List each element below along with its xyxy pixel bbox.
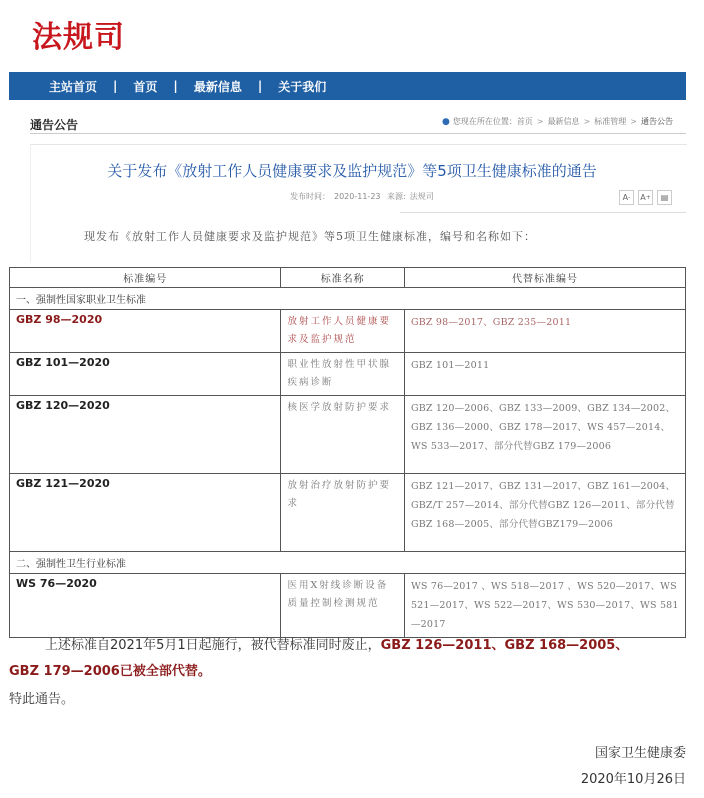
standard-name: 放射工作人员健康要求及监护规范	[281, 310, 404, 353]
fully-replaced-standards: GBZ 126—2011、GBZ 168—2005、	[380, 638, 629, 653]
effective-date-paragraph	[45, 634, 628, 653]
standard-code: WS 76—2020	[10, 574, 281, 638]
site-logo[interactable]: 法规司	[32, 20, 125, 55]
standard-code: GBZ 98—2020	[10, 310, 281, 353]
fully-replaced-continued: GBZ 179—2006已被全部代替。	[9, 664, 211, 679]
source-label: 来源:	[387, 192, 406, 201]
standard-name: 职业性放射性甲状腺疾病诊断	[281, 353, 404, 396]
table-row	[10, 474, 686, 552]
source-value: 法规司	[409, 192, 434, 201]
article-tools	[619, 190, 672, 205]
publish-date: 2020-11-23	[334, 192, 381, 201]
nav-separator: |	[113, 79, 118, 93]
category-label: 一、强制性国家职业卫生标准	[10, 288, 686, 310]
standard-name: 医用X射线诊断设备质量控制检测规范	[281, 574, 404, 638]
table-header-row	[10, 268, 686, 288]
replaced-standards: WS 76—2017 、WS 518—2017 、WS 520—2017、WS 521—2017、WS 522—2017、WS 530—2017、WS 581—2017	[404, 574, 685, 638]
breadcrumb-item-home[interactable]: 首页	[516, 117, 533, 126]
print-icon[interactable]: ▤	[657, 190, 672, 205]
column-header-name: 标准名称	[281, 268, 404, 288]
table-row	[10, 310, 686, 353]
table-row	[10, 396, 686, 474]
category-label: 二、强制性卫生行业标准	[10, 552, 686, 574]
replaced-standards: GBZ 120—2006、GBZ 133—2009、GBZ 134—2002、GBZ 136—2000、GBZ 178—2017、WS 457—2014、WS 533—2017、部分代替GBZ 179—2006	[404, 396, 685, 474]
date-label: 发布时间：	[290, 192, 330, 201]
table-row	[10, 574, 686, 638]
font-decrease-icon[interactable]: A -	[619, 190, 634, 205]
main-navbar	[9, 72, 686, 100]
signature-date: 2020年10月26日	[580, 772, 686, 787]
replaced-standards: GBZ 121—2017、GBZ 131—2017、GBZ 161—2004、GBZ/T 257—2014、部分代替GBZ 126—2011、部分代替GBZ 168—2005、部分代替GBZ179—2006	[404, 474, 685, 552]
standard-code: GBZ 120—2020	[10, 396, 281, 474]
section-title: 通告公告	[30, 118, 79, 132]
category-row	[10, 288, 686, 310]
article-intro: 现发布《放射工作人员健康要求及监护规范》等5项卫生健康标准，编号和名称如下：	[84, 230, 536, 243]
nav-separator: |	[257, 79, 263, 93]
nav-separator: |	[173, 79, 178, 93]
article-title: 关于发布《放射工作人员健康要求及监护规范》等5项卫生健康标准的通告	[107, 162, 597, 180]
standard-name: 核医学放射防护要求	[281, 396, 404, 474]
nav-item-home[interactable]: 首页	[133, 79, 158, 94]
category-row	[10, 552, 686, 574]
font-increase-icon[interactable]: A +	[638, 190, 653, 205]
nav-item-main-home[interactable]: 主站首页	[49, 79, 98, 94]
section-divider	[30, 133, 686, 134]
tools-divider	[400, 212, 686, 213]
closing-notice: 特此通告。	[9, 692, 75, 707]
standard-code: GBZ 121—2020	[10, 474, 281, 552]
chevron-right-icon: >	[536, 117, 544, 126]
nav-item-about[interactable]: 关于我们	[278, 79, 327, 94]
standards-table	[9, 267, 686, 638]
column-header-replaces: 代替标准编号	[404, 268, 685, 288]
breadcrumb-prefix: 您现在所在位置：	[452, 117, 517, 126]
standard-name: 放射治疗放射防护要求	[281, 474, 404, 552]
chevron-right-icon: >	[630, 117, 637, 126]
replaced-standards: GBZ 98—2017、GBZ 235—2011	[404, 310, 685, 353]
signature-organization: 国家卫生健康委	[594, 746, 686, 761]
breadcrumb-item-current[interactable]: 通告公告	[640, 117, 673, 126]
breadcrumb-item-latest[interactable]: 最新信息	[547, 117, 580, 126]
breadcrumb-item-standards[interactable]: 标准管理	[594, 117, 627, 126]
breadcrumb	[442, 116, 673, 127]
chevron-right-icon: >	[583, 117, 591, 126]
effective-date-text: 上述标准自2021年5月1日起施行，被代替标准同时废止，	[45, 638, 381, 653]
article-meta	[290, 191, 438, 202]
replaced-standards: GBZ 101—2011	[404, 353, 685, 396]
standard-code: GBZ 101—2020	[10, 353, 281, 396]
nav-item-latest[interactable]: 最新信息	[193, 79, 242, 94]
column-header-code: 标准编号	[10, 268, 281, 288]
table-row	[10, 353, 686, 396]
location-pin-icon: ●	[442, 116, 450, 127]
